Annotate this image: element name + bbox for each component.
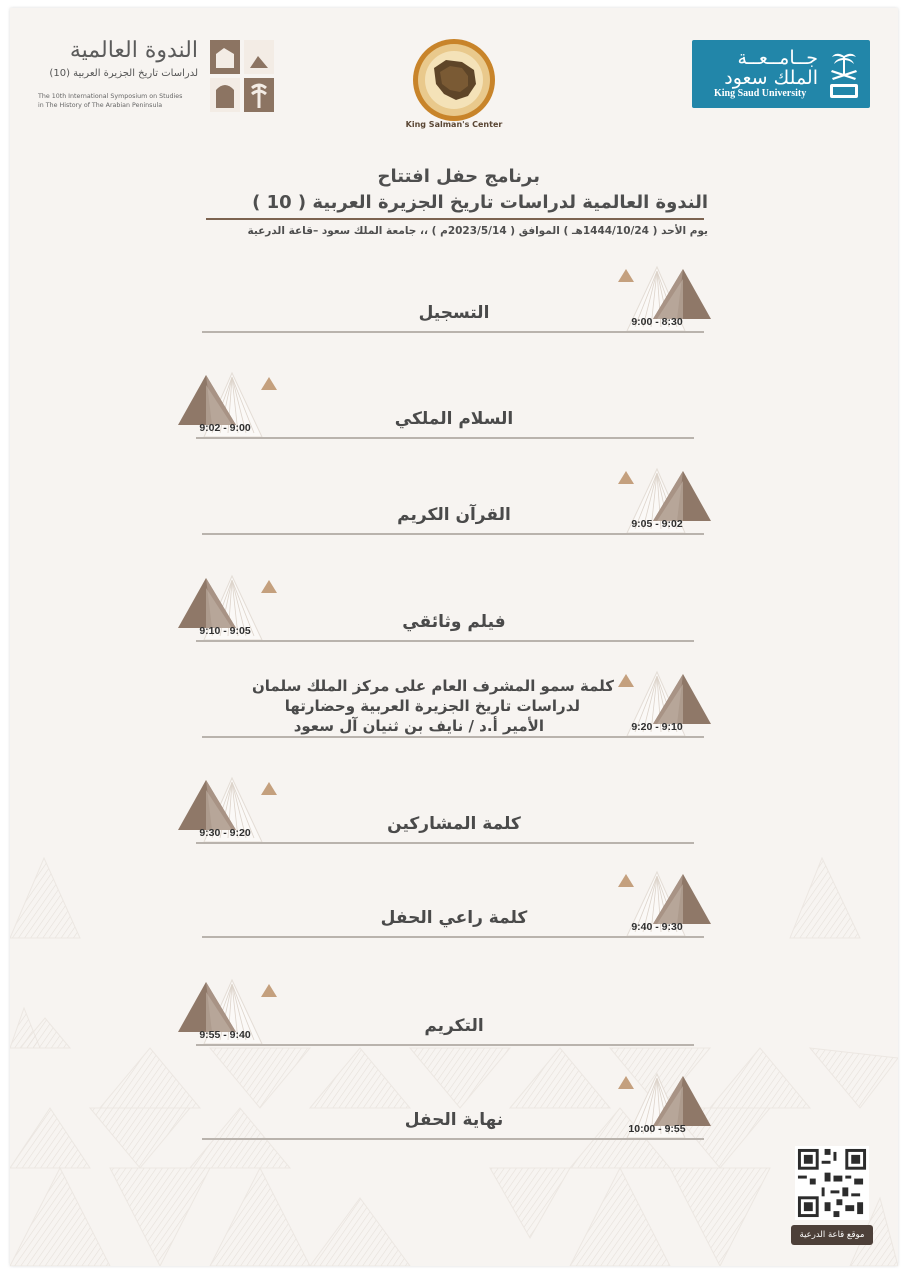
agenda-item-title: القرآن الكريم bbox=[397, 505, 511, 525]
schedule-row bbox=[10, 455, 898, 545]
king-salman-center-seal bbox=[412, 38, 496, 122]
agenda-item-title: نهاية الحفل bbox=[404, 1110, 504, 1130]
symposium-english-name bbox=[38, 92, 220, 110]
program-title: برنامج حفل افتتاح bbox=[377, 166, 540, 187]
university-name-line1: جــامــعــة bbox=[737, 47, 818, 69]
time-slot: 9:05 - 9:02 bbox=[631, 518, 683, 530]
agenda-item-line3: الأمير أ.د / نايف بن ثنيان آل سعود bbox=[293, 717, 544, 735]
symposium-subtitle: لدراسات تاريخ الجزيرة العربية (10) bbox=[49, 68, 198, 79]
agenda-item-title: التكريم bbox=[424, 1016, 484, 1036]
university-name-en: King Saud University bbox=[714, 88, 807, 99]
time-slot: 9:02 - 9:00 bbox=[199, 422, 251, 434]
schedule-row bbox=[10, 960, 898, 1050]
agenda-item-title: التسجيل bbox=[418, 303, 490, 323]
row-divider bbox=[196, 842, 694, 844]
row-divider bbox=[202, 533, 704, 535]
row-divider bbox=[202, 331, 704, 333]
schedule-row bbox=[10, 353, 898, 443]
row-divider bbox=[196, 1044, 694, 1046]
agenda-item-title: فيلم وثائقي bbox=[402, 612, 506, 632]
center-name-en: King Salman's Center bbox=[405, 120, 503, 129]
time-slot: 9:40 - 9:30 bbox=[631, 921, 683, 933]
agenda-item-title: كلمة المشاركين bbox=[387, 814, 521, 834]
schedule-row bbox=[10, 253, 898, 343]
program-poster bbox=[10, 8, 898, 1266]
title-divider bbox=[206, 218, 704, 220]
small-triangle-icon bbox=[618, 269, 634, 282]
row-divider bbox=[202, 1138, 704, 1140]
university-name-ar bbox=[724, 48, 818, 88]
schedule-row bbox=[10, 1060, 898, 1150]
agenda-item-title bbox=[210, 676, 614, 736]
king-saud-university-logo bbox=[692, 40, 870, 108]
small-triangle-icon bbox=[261, 984, 277, 997]
palm-swords-emblem-icon bbox=[824, 48, 864, 102]
schedule-row bbox=[10, 858, 898, 948]
small-triangle-icon bbox=[618, 874, 634, 887]
time-slot: 9:55 - 9:40 bbox=[199, 1029, 251, 1041]
time-slot: 10:00 - 9:55 bbox=[628, 1123, 686, 1135]
program-subtitle: الندوة العالمية لدراسات تاريخ الجزيرة العربية ( 10 ) bbox=[252, 192, 708, 213]
small-triangle-icon bbox=[618, 1076, 634, 1089]
time-slot: 9:30 - 9:20 bbox=[199, 827, 251, 839]
schedule-row bbox=[10, 658, 898, 748]
schedule-row bbox=[10, 758, 898, 848]
qr-code bbox=[795, 1146, 869, 1220]
row-divider bbox=[202, 736, 704, 738]
qr-caption: موقع قاعة الدرعية bbox=[791, 1225, 873, 1245]
time-slot: 9:10 - 9:05 bbox=[199, 625, 251, 637]
university-name-line2: الملك سعود bbox=[724, 67, 818, 89]
agenda-item-title: كلمة راعي الحفل bbox=[380, 908, 528, 928]
time-slot: 9:20 - 9:10 bbox=[631, 721, 683, 733]
agenda-item-title: السلام الملكي bbox=[394, 409, 514, 429]
symposium-title: الندوة العالمية bbox=[69, 38, 198, 63]
small-triangle-icon bbox=[618, 471, 634, 484]
small-triangle-icon bbox=[261, 377, 277, 390]
small-triangle-icon bbox=[261, 782, 277, 795]
agenda-item-line1: كلمة سمو المشرف العام على مركز الملك سلمان bbox=[252, 677, 614, 695]
row-divider bbox=[202, 936, 704, 938]
small-triangle-icon bbox=[261, 580, 277, 593]
small-triangle-icon bbox=[618, 674, 634, 687]
agenda-item-line2: لدراسات تاريخ الجزيرة العربية وحضارتها bbox=[284, 697, 580, 715]
symposium-english-line1: The 10th International Symposium on Studies bbox=[38, 93, 183, 100]
time-slot: 9:00 - 8:30 bbox=[631, 316, 683, 328]
symposium-english-line2: in The History of The Arabian Peninsula bbox=[38, 102, 163, 109]
program-date-venue: يوم الأحد ( 1444/10/24هـ ) الموافق ( 2023/5/14م ) ،، جامعة الملك سعود –قاعة الدرعية bbox=[247, 225, 708, 237]
row-divider bbox=[196, 437, 694, 439]
row-divider bbox=[196, 640, 694, 642]
schedule-row bbox=[10, 556, 898, 646]
